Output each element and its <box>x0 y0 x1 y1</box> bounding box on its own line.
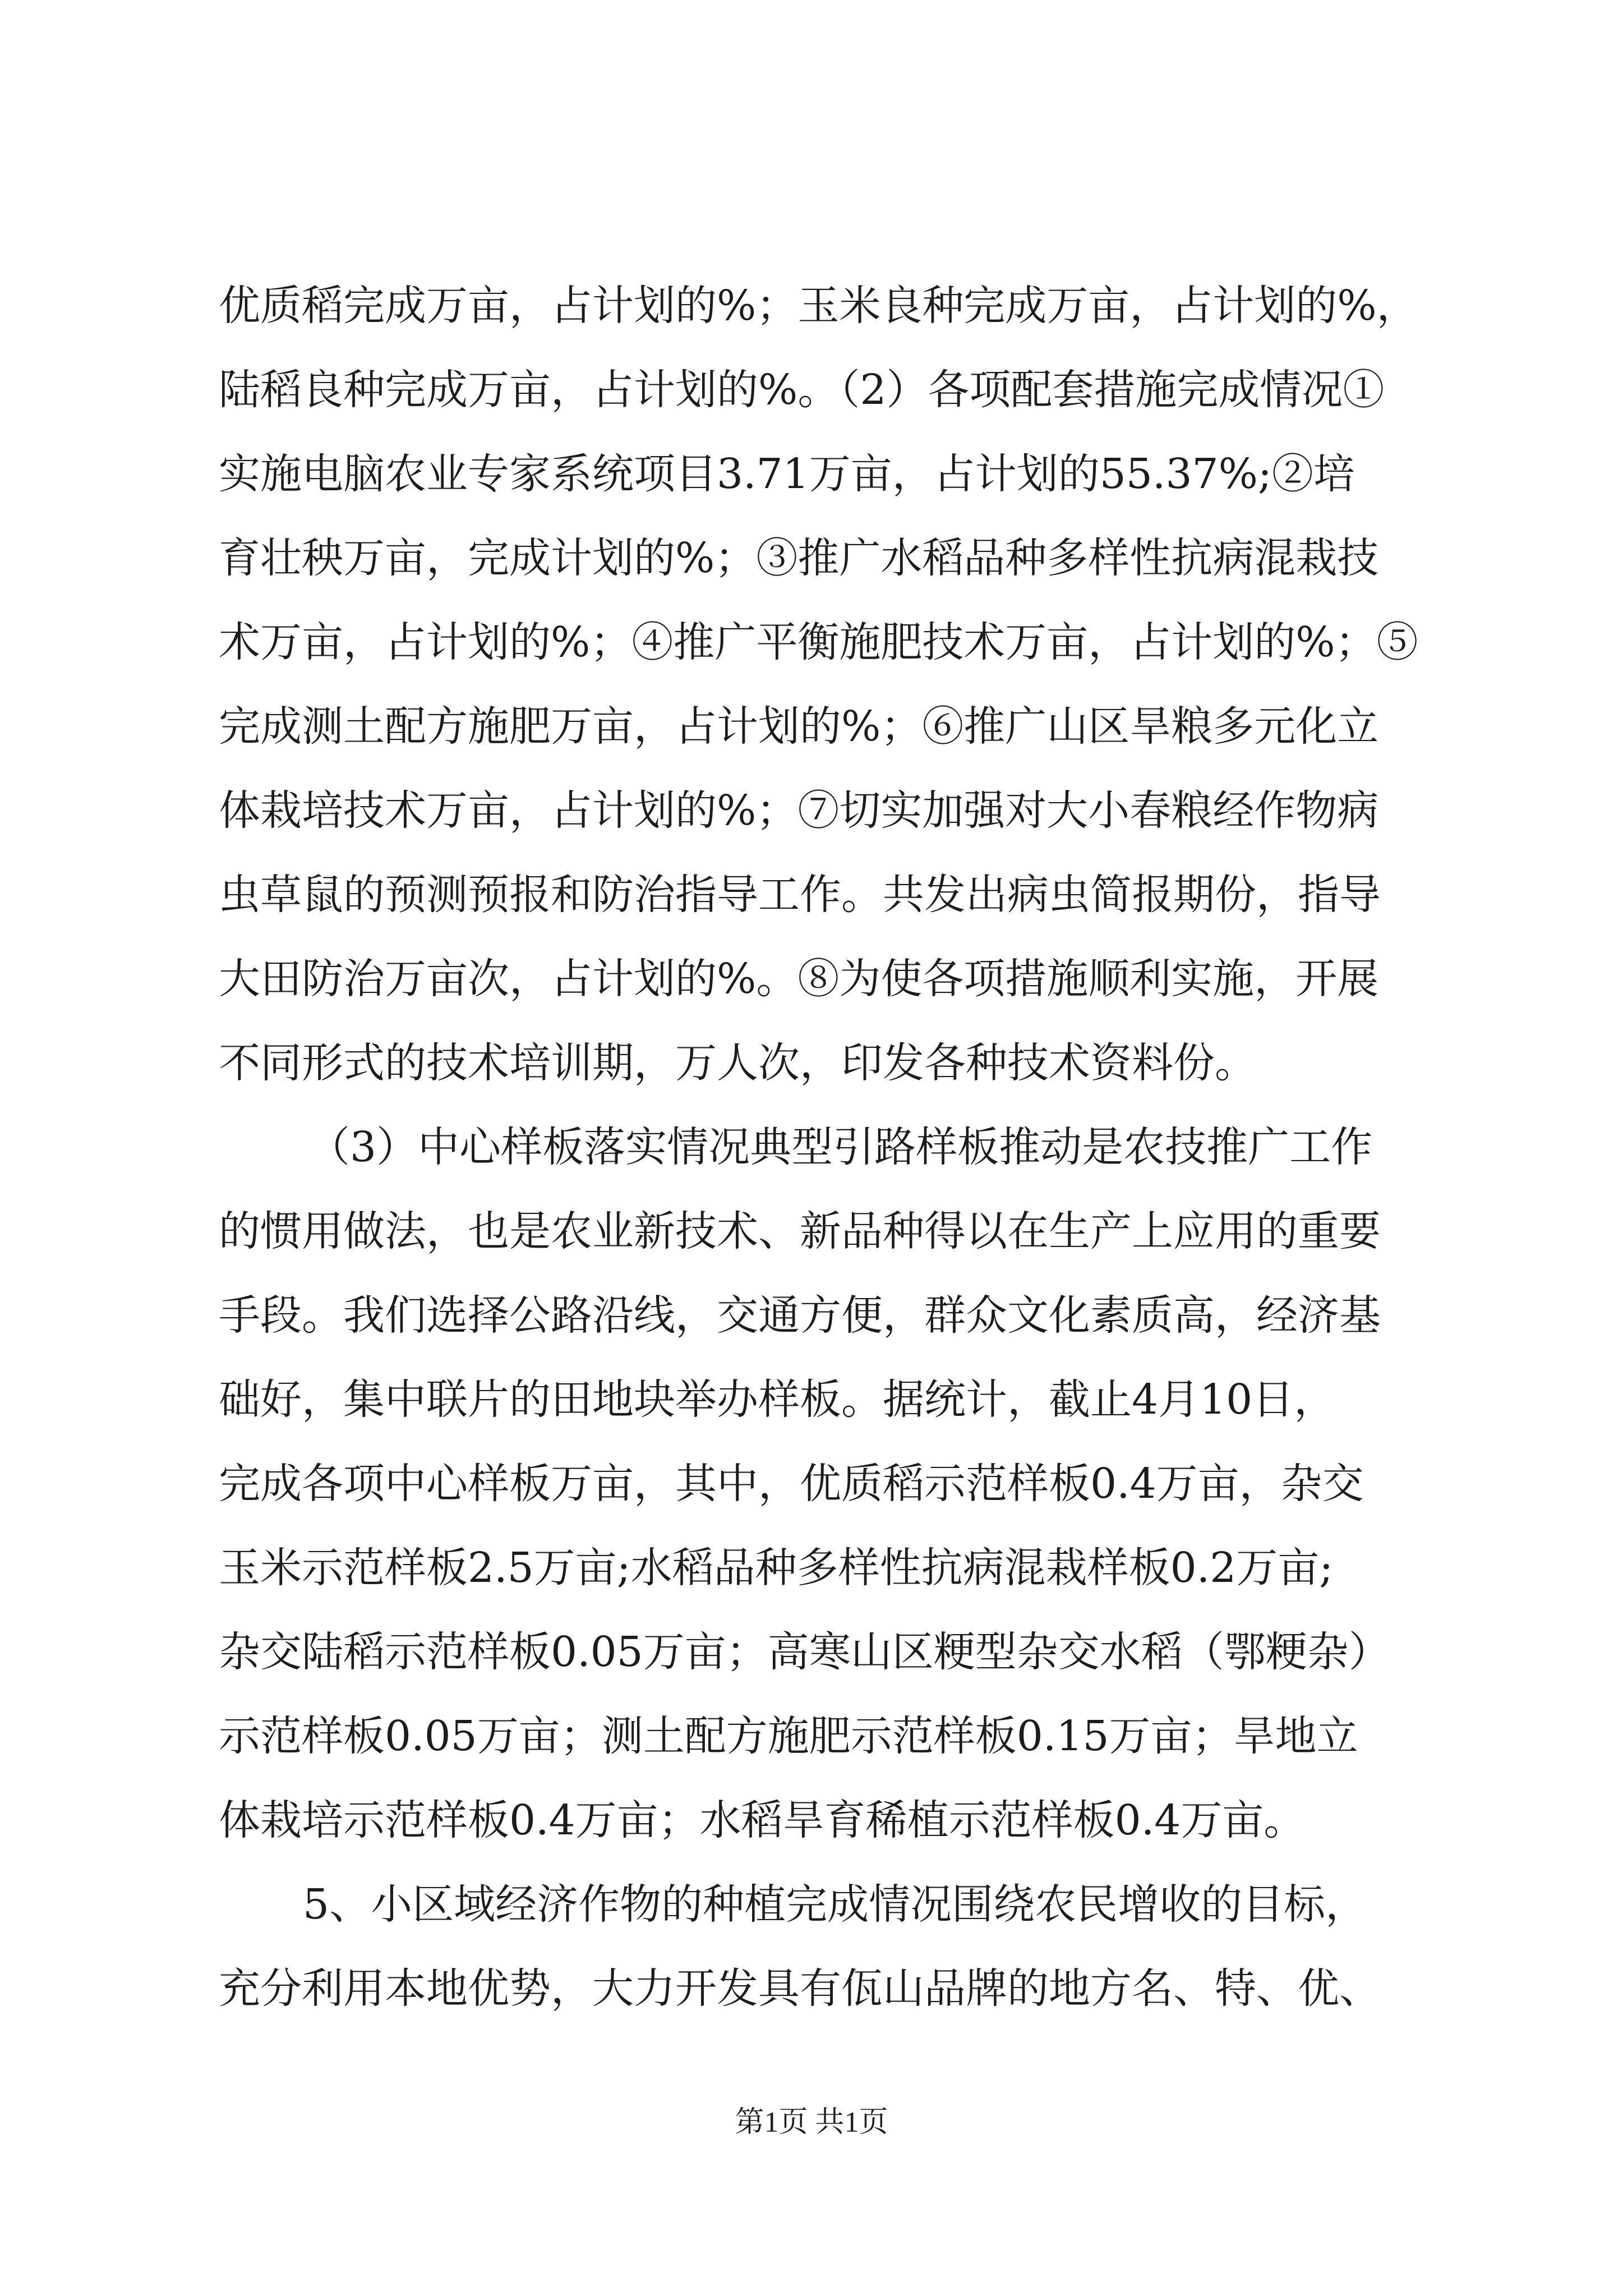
text-line: 手段。我们选择公路沿线，交通方便，群众文化素质高，经济基 <box>219 1291 1381 1340</box>
text-line: 陆稻良种完成万亩，占计划的%。（2）各项配套措施完成情况① <box>219 366 1385 414</box>
text-line: 术万亩，占计划的%；④推广平衡施肥技术万亩，占计划的%；⑤ <box>219 618 1418 666</box>
text-line: 玉米示范样板2.5万亩;水稻品种多样性抗病混栽样板0.2万亩; <box>219 1544 1334 1592</box>
text-line: 杂交陆稻示范样板0.05万亩；高寒山区粳型杂交水稻（鄂粳杂） <box>219 1628 1390 1676</box>
page-footer <box>0 2098 1623 2140</box>
text-line: 虫草鼠的预测预报和防治指导工作。共发出病虫简报期份，指导 <box>219 871 1381 919</box>
page-number-label: 第1页 共1页 <box>735 2106 888 2138</box>
text-line: 础好，集中联片的田地块举办样板。据统计，截止4月10日， <box>219 1375 1336 1424</box>
text-line: 不同形式的技术培训期，万人次，印发各种技术资料份。 <box>219 1039 1256 1087</box>
text-line: 的惯用做法，也是农业新技术、新品种得以在生产上应用的重要 <box>219 1207 1381 1255</box>
paragraph-start-line: （3）中心样板落实情况典型引路样板推动是农技推广工作 <box>308 1123 1373 1171</box>
text-line: 示范样板0.05万亩；测土配方施肥示范样板0.15万亩；旱地立 <box>219 1712 1358 1760</box>
text-line: 大田防治万亩次，占计划的%。⑧为使各项措施顺利实施，开展 <box>219 955 1379 1003</box>
text-line: 体栽培技术万亩，占计划的%；⑦切实加强对大小春粮经作物病 <box>219 786 1379 835</box>
text-line: 优质稻完成万亩，占计划的%；玉米良种完成万亩，占计划的%， <box>219 282 1418 330</box>
text-line: 完成测土配方施肥万亩，占计划的%；⑥推广山区旱粮多元化立 <box>219 702 1379 751</box>
text-line: 育壮秧万亩，完成计划的%；③推广水稻品种多样性抗病混栽技 <box>219 534 1379 582</box>
text-line: 充分利用本地优势，大力开发具有佤山品牌的地方名、特、优、 <box>219 1964 1381 2013</box>
text-line: 体栽培示范样板0.4万亩；水稻旱育稀植示范样板0.4万亩。 <box>219 1796 1306 1844</box>
paragraph-start-line: 5、小区域经济作物的种植完成情况围绕农民增收的目标， <box>303 1880 1367 1929</box>
document-body <box>219 264 1424 2031</box>
text-line: 完成各项中心样板万亩，其中，优质稻示范样板0.4万亩，杂交 <box>219 1460 1364 1508</box>
text-line: 实施电脑农业专家系统项目3.71万亩，占计划的55.37%;②培 <box>219 450 1355 498</box>
